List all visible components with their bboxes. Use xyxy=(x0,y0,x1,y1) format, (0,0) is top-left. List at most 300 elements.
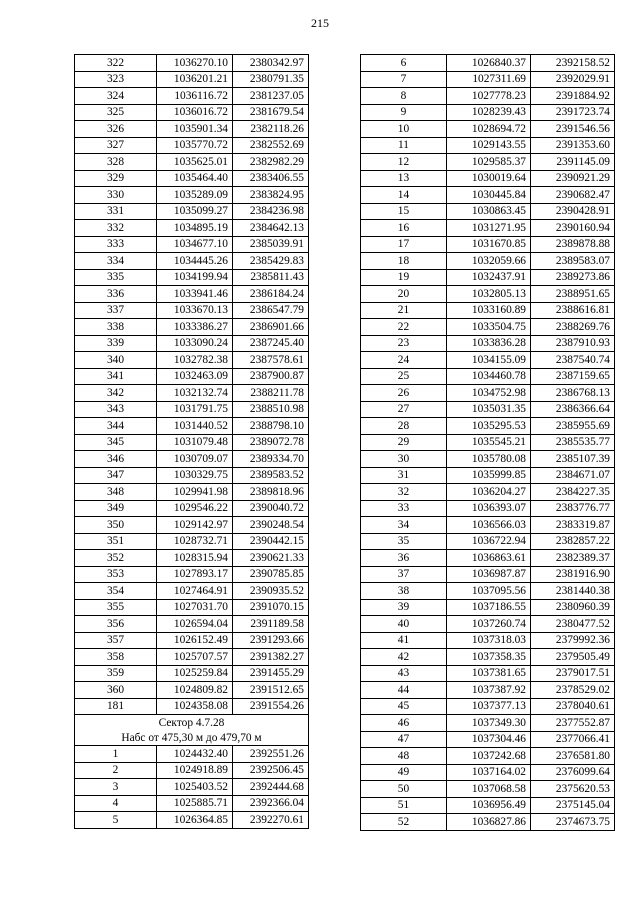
table-row xyxy=(75,812,309,829)
table-row xyxy=(361,170,615,187)
point-number: 23 xyxy=(361,335,447,352)
coordinate-y: 2391353.60 xyxy=(531,137,615,154)
coordinate-y: 2380342.97 xyxy=(233,55,309,72)
point-number: 347 xyxy=(75,467,157,484)
coordinate-x: 1028694.72 xyxy=(447,121,531,138)
coordinate-x: 1034199.94 xyxy=(157,269,233,286)
table-row xyxy=(75,335,309,352)
table-row xyxy=(361,583,615,600)
point-number: 32 xyxy=(361,484,447,501)
coordinate-x: 1036201.21 xyxy=(157,71,233,88)
table-row xyxy=(75,71,309,88)
table-row xyxy=(361,632,615,649)
coordinate-x: 1024358.08 xyxy=(157,698,233,715)
table-row xyxy=(361,451,615,468)
point-number: 358 xyxy=(75,649,157,666)
point-number: 360 xyxy=(75,682,157,699)
coordinate-x: 1031079.48 xyxy=(157,434,233,451)
table-row xyxy=(75,599,309,616)
table-row xyxy=(361,203,615,220)
coordinate-x: 1035031.35 xyxy=(447,401,531,418)
coordinate-x: 1035295.53 xyxy=(447,418,531,435)
table-row xyxy=(361,731,615,748)
table-row xyxy=(75,203,309,220)
coordinate-x: 1025707.57 xyxy=(157,649,233,666)
table-row xyxy=(75,795,309,812)
point-number: 342 xyxy=(75,385,157,402)
coordinate-x: 1024809.82 xyxy=(157,682,233,699)
table-row xyxy=(75,352,309,369)
coordinate-y: 2390160.94 xyxy=(531,220,615,237)
coordinate-y: 2378529.02 xyxy=(531,682,615,699)
point-number: 35 xyxy=(361,533,447,550)
point-number: 50 xyxy=(361,781,447,798)
coordinate-x: 1033836.28 xyxy=(447,335,531,352)
point-number: 181 xyxy=(75,698,157,715)
coordinate-y: 2391554.26 xyxy=(233,698,309,715)
point-number: 349 xyxy=(75,500,157,517)
table-row xyxy=(361,599,615,616)
point-number: 357 xyxy=(75,632,157,649)
coordinate-x: 1031670.85 xyxy=(447,236,531,253)
coordinate-y: 2391382.27 xyxy=(233,649,309,666)
coordinate-x: 1035780.08 xyxy=(447,451,531,468)
coordinate-x: 1034155.09 xyxy=(447,352,531,369)
coordinate-x: 1030019.64 xyxy=(447,170,531,187)
table-row xyxy=(361,682,615,699)
table-row xyxy=(75,566,309,583)
point-number: 339 xyxy=(75,335,157,352)
coordinate-x: 1036956.49 xyxy=(447,797,531,814)
point-number: 45 xyxy=(361,698,447,715)
coordinate-x: 1024432.40 xyxy=(157,746,233,763)
point-number: 336 xyxy=(75,286,157,303)
table-row xyxy=(75,583,309,600)
coordinate-y: 2381440.38 xyxy=(531,583,615,600)
sector-subtitle: Набс от 475,30 м до 479,70 м xyxy=(75,730,309,746)
table-row xyxy=(361,71,615,88)
coordinate-x: 1032805.13 xyxy=(447,286,531,303)
point-number: 34 xyxy=(361,517,447,534)
coordinate-y: 2388510.98 xyxy=(233,401,309,418)
coordinate-y: 2380477.52 xyxy=(531,616,615,633)
coordinate-x: 1030709.07 xyxy=(157,451,233,468)
coordinate-y: 2375145.04 xyxy=(531,797,615,814)
coordinate-x: 1029941.98 xyxy=(157,484,233,501)
point-number: 323 xyxy=(75,71,157,88)
point-number: 13 xyxy=(361,170,447,187)
table-row xyxy=(75,154,309,171)
point-number: 351 xyxy=(75,533,157,550)
coordinate-x: 1028239.43 xyxy=(447,104,531,121)
point-number: 14 xyxy=(361,187,447,204)
sector-title: Сектор 4.7.28 xyxy=(75,715,309,731)
point-number: 49 xyxy=(361,764,447,781)
coordinate-y: 2383824.95 xyxy=(233,187,309,204)
coordinate-y: 2390040.72 xyxy=(233,500,309,517)
coordinate-x: 1036270.10 xyxy=(157,55,233,72)
table-row xyxy=(75,269,309,286)
coordinate-x: 1036393.07 xyxy=(447,500,531,517)
coordinate-x: 1029585.37 xyxy=(447,154,531,171)
table-row xyxy=(361,550,615,567)
coordinate-y: 2388616.81 xyxy=(531,302,615,319)
table-row xyxy=(361,797,615,814)
coordinate-y: 2383406.55 xyxy=(233,170,309,187)
coordinate-x: 1031440.52 xyxy=(157,418,233,435)
coordinate-x: 1032463.09 xyxy=(157,368,233,385)
table-row xyxy=(361,698,615,715)
coordinate-x: 1027311.69 xyxy=(447,71,531,88)
table-row xyxy=(361,401,615,418)
coordinate-x: 1026594.04 xyxy=(157,616,233,633)
coordinate-x: 1034895.19 xyxy=(157,220,233,237)
point-number: 29 xyxy=(361,434,447,451)
coordinate-x: 1036863.61 xyxy=(447,550,531,567)
table-row xyxy=(75,104,309,121)
table-row xyxy=(75,121,309,138)
point-number: 15 xyxy=(361,203,447,220)
table-row xyxy=(361,649,615,666)
point-number: 352 xyxy=(75,550,157,567)
table-row xyxy=(361,319,615,336)
coordinate-x: 1030329.75 xyxy=(157,467,233,484)
coordinate-y: 2391455.29 xyxy=(233,665,309,682)
coordinate-x: 1037349.30 xyxy=(447,715,531,732)
coordinate-y: 2392551.26 xyxy=(233,746,309,763)
point-number: 9 xyxy=(361,104,447,121)
coordinate-y: 2384671.07 xyxy=(531,467,615,484)
coordinate-x: 1037068.58 xyxy=(447,781,531,798)
point-number: 348 xyxy=(75,484,157,501)
table-row xyxy=(75,682,309,699)
point-number: 340 xyxy=(75,352,157,369)
coordinate-y: 2390428.91 xyxy=(531,203,615,220)
point-number: 36 xyxy=(361,550,447,567)
coordinate-y: 2390785.85 xyxy=(233,566,309,583)
point-number: 31 xyxy=(361,467,447,484)
coordinate-x: 1037242.68 xyxy=(447,748,531,765)
point-number: 2 xyxy=(75,762,157,779)
coordinate-y: 2379017.51 xyxy=(531,665,615,682)
sector-header xyxy=(75,715,309,746)
point-number: 25 xyxy=(361,368,447,385)
coordinate-y: 2387578.61 xyxy=(233,352,309,369)
point-number: 42 xyxy=(361,649,447,666)
point-number: 48 xyxy=(361,748,447,765)
point-number: 3 xyxy=(75,779,157,796)
point-number: 52 xyxy=(361,814,447,831)
coordinate-x: 1035099.27 xyxy=(157,203,233,220)
coordinate-y: 2378040.61 xyxy=(531,698,615,715)
coordinate-y: 2391145.09 xyxy=(531,154,615,171)
coordinate-y: 2389334.70 xyxy=(233,451,309,468)
coordinate-y: 2388269.76 xyxy=(531,319,615,336)
coordinate-x: 1035770.72 xyxy=(157,137,233,154)
coordinate-x: 1029546.22 xyxy=(157,500,233,517)
coordinate-y: 2382982.29 xyxy=(233,154,309,171)
point-number: 4 xyxy=(75,795,157,812)
coordinate-x: 1036116.72 xyxy=(157,88,233,105)
coordinate-y: 2383319.87 xyxy=(531,517,615,534)
point-number: 40 xyxy=(361,616,447,633)
point-number: 37 xyxy=(361,566,447,583)
table-row xyxy=(75,434,309,451)
coordinate-y: 2392270.61 xyxy=(233,812,309,829)
point-number: 341 xyxy=(75,368,157,385)
coordinate-x: 1032059.66 xyxy=(447,253,531,270)
page-number: 215 xyxy=(311,16,329,30)
table-row xyxy=(75,550,309,567)
coordinate-x: 1027031.70 xyxy=(157,599,233,616)
coordinate-y: 2387245.40 xyxy=(233,335,309,352)
point-number: 8 xyxy=(361,88,447,105)
coordinate-y: 2391884.92 xyxy=(531,88,615,105)
coordinate-y: 2390621.33 xyxy=(233,550,309,567)
table-row xyxy=(361,187,615,204)
table-row xyxy=(75,500,309,517)
table-row xyxy=(75,137,309,154)
point-number: 30 xyxy=(361,451,447,468)
table-row xyxy=(361,302,615,319)
coordinate-x: 1037381.65 xyxy=(447,665,531,682)
point-number: 350 xyxy=(75,517,157,534)
coordinate-x: 1036987.87 xyxy=(447,566,531,583)
table-row xyxy=(361,368,615,385)
coordinate-x: 1036566.03 xyxy=(447,517,531,534)
coordinate-x: 1036827.86 xyxy=(447,814,531,831)
coordinate-x: 1026840.37 xyxy=(447,55,531,72)
coordinate-y: 2389583.07 xyxy=(531,253,615,270)
coordinate-x: 1033090.24 xyxy=(157,335,233,352)
table-row xyxy=(361,352,615,369)
table-row xyxy=(361,88,615,105)
point-number: 16 xyxy=(361,220,447,237)
coordinate-x: 1032132.74 xyxy=(157,385,233,402)
table-row xyxy=(361,748,615,765)
point-number: 325 xyxy=(75,104,157,121)
point-number: 331 xyxy=(75,203,157,220)
coordinate-x: 1030445.84 xyxy=(447,187,531,204)
point-number: 334 xyxy=(75,253,157,270)
table-row xyxy=(75,302,309,319)
table-row xyxy=(75,517,309,534)
table-row xyxy=(361,269,615,286)
coordinate-y: 2392029.91 xyxy=(531,71,615,88)
table-row xyxy=(75,236,309,253)
point-number: 345 xyxy=(75,434,157,451)
point-number: 338 xyxy=(75,319,157,336)
coordinate-y: 2389878.88 xyxy=(531,236,615,253)
table-row xyxy=(75,484,309,501)
point-number: 44 xyxy=(361,682,447,699)
coordinate-x: 1033160.89 xyxy=(447,302,531,319)
point-number: 322 xyxy=(75,55,157,72)
coordinates-table-right-body xyxy=(361,55,615,831)
table-row xyxy=(75,253,309,270)
coordinate-x: 1026152.49 xyxy=(157,632,233,649)
coordinate-y: 2391512.65 xyxy=(233,682,309,699)
coordinate-y: 2385039.91 xyxy=(233,236,309,253)
coordinate-y: 2382389.37 xyxy=(531,550,615,567)
coordinate-x: 1031791.75 xyxy=(157,401,233,418)
coordinate-y: 2386184.24 xyxy=(233,286,309,303)
coordinate-y: 2382857.22 xyxy=(531,533,615,550)
coordinate-y: 2385811.43 xyxy=(233,269,309,286)
coordinate-x: 1034752.98 xyxy=(447,385,531,402)
point-number: 33 xyxy=(361,500,447,517)
point-number: 335 xyxy=(75,269,157,286)
table-row xyxy=(361,814,615,831)
coordinate-y: 2377066.41 xyxy=(531,731,615,748)
coordinate-y: 2388798.10 xyxy=(233,418,309,435)
table-row xyxy=(75,418,309,435)
coordinate-y: 2387159.65 xyxy=(531,368,615,385)
point-number: 51 xyxy=(361,797,447,814)
coordinate-y: 2382552.69 xyxy=(233,137,309,154)
point-number: 329 xyxy=(75,170,157,187)
coordinate-y: 2381237.05 xyxy=(233,88,309,105)
coordinates-table-left xyxy=(74,54,309,829)
point-number: 343 xyxy=(75,401,157,418)
table-row xyxy=(75,665,309,682)
coordinate-x: 1032437.91 xyxy=(447,269,531,286)
point-number: 19 xyxy=(361,269,447,286)
coordinate-x: 1033670.13 xyxy=(157,302,233,319)
point-number: 344 xyxy=(75,418,157,435)
table-row xyxy=(361,764,615,781)
point-number: 39 xyxy=(361,599,447,616)
point-number: 356 xyxy=(75,616,157,633)
point-number: 327 xyxy=(75,137,157,154)
table-row xyxy=(75,55,309,72)
point-number: 11 xyxy=(361,137,447,154)
point-number: 41 xyxy=(361,632,447,649)
coordinate-x: 1037358.35 xyxy=(447,649,531,666)
point-number: 20 xyxy=(361,286,447,303)
table-row xyxy=(361,467,615,484)
coordinate-y: 2392366.04 xyxy=(233,795,309,812)
coordinate-y: 2386901.66 xyxy=(233,319,309,336)
coordinate-x: 1033386.27 xyxy=(157,319,233,336)
coordinates-table-left-body xyxy=(75,55,309,715)
table-row xyxy=(75,649,309,666)
coordinate-x: 1035625.01 xyxy=(157,154,233,171)
point-number: 1 xyxy=(75,746,157,763)
table-row xyxy=(361,418,615,435)
coordinate-y: 2389583.52 xyxy=(233,467,309,484)
table-row xyxy=(361,566,615,583)
coordinate-y: 2381916.90 xyxy=(531,566,615,583)
table-row xyxy=(361,286,615,303)
point-number: 21 xyxy=(361,302,447,319)
table-row xyxy=(75,286,309,303)
table-row xyxy=(75,779,309,796)
coordinate-x: 1029143.55 xyxy=(447,137,531,154)
coordinate-y: 2391293.66 xyxy=(233,632,309,649)
coordinate-x: 1037318.03 xyxy=(447,632,531,649)
coordinate-x: 1037377.13 xyxy=(447,698,531,715)
point-number: 337 xyxy=(75,302,157,319)
coordinate-y: 2375620.53 xyxy=(531,781,615,798)
table-row xyxy=(361,253,615,270)
coordinate-x: 1037260.74 xyxy=(447,616,531,633)
coordinate-x: 1035901.34 xyxy=(157,121,233,138)
coordinate-x: 1037095.56 xyxy=(447,583,531,600)
coordinate-x: 1036204.27 xyxy=(447,484,531,501)
point-number: 26 xyxy=(361,385,447,402)
table-row xyxy=(75,368,309,385)
coordinate-x: 1034445.26 xyxy=(157,253,233,270)
coordinate-x: 1024918.89 xyxy=(157,762,233,779)
table-row xyxy=(75,632,309,649)
table-row xyxy=(361,55,615,72)
table-row xyxy=(75,88,309,105)
coordinate-y: 2389273.86 xyxy=(531,269,615,286)
coordinates-table-right xyxy=(360,54,615,831)
point-number: 38 xyxy=(361,583,447,600)
coordinate-x: 1036016.72 xyxy=(157,104,233,121)
sector-title-row xyxy=(75,715,309,731)
coordinate-y: 2384236.98 xyxy=(233,203,309,220)
coordinate-y: 2391189.58 xyxy=(233,616,309,633)
coordinate-y: 2391546.56 xyxy=(531,121,615,138)
point-number: 354 xyxy=(75,583,157,600)
point-number: 7 xyxy=(361,71,447,88)
table-row xyxy=(75,170,309,187)
table-row xyxy=(361,104,615,121)
coordinate-y: 2379505.49 xyxy=(531,649,615,666)
coordinate-y: 2386547.79 xyxy=(233,302,309,319)
point-number: 332 xyxy=(75,220,157,237)
coordinate-y: 2386768.13 xyxy=(531,385,615,402)
coordinate-x: 1033504.75 xyxy=(447,319,531,336)
point-number: 330 xyxy=(75,187,157,204)
coordinate-x: 1036722.94 xyxy=(447,533,531,550)
coordinate-y: 2387540.74 xyxy=(531,352,615,369)
point-number: 17 xyxy=(361,236,447,253)
point-number: 24 xyxy=(361,352,447,369)
coordinate-x: 1034677.10 xyxy=(157,236,233,253)
table-row xyxy=(361,517,615,534)
coordinate-y: 2390248.54 xyxy=(233,517,309,534)
point-number: 346 xyxy=(75,451,157,468)
coordinate-x: 1025885.71 xyxy=(157,795,233,812)
coordinate-y: 2388951.65 xyxy=(531,286,615,303)
coordinate-x: 1027893.17 xyxy=(157,566,233,583)
coordinate-y: 2389072.78 xyxy=(233,434,309,451)
point-number: 43 xyxy=(361,665,447,682)
coordinate-x: 1037387.92 xyxy=(447,682,531,699)
table-row xyxy=(361,236,615,253)
coordinate-y: 2376581.80 xyxy=(531,748,615,765)
coordinate-y: 2382118.26 xyxy=(233,121,309,138)
table-row xyxy=(75,401,309,418)
coordinate-x: 1035999.85 xyxy=(447,467,531,484)
coordinate-y: 2392506.45 xyxy=(233,762,309,779)
coordinate-y: 2379992.36 xyxy=(531,632,615,649)
coordinate-y: 2391723.74 xyxy=(531,104,615,121)
point-number: 355 xyxy=(75,599,157,616)
point-number: 333 xyxy=(75,236,157,253)
coordinate-y: 2390921.29 xyxy=(531,170,615,187)
table-row xyxy=(361,484,615,501)
table-row xyxy=(75,187,309,204)
coordinate-x: 1035289.09 xyxy=(157,187,233,204)
coordinate-x: 1037304.46 xyxy=(447,731,531,748)
coordinate-x: 1032782.38 xyxy=(157,352,233,369)
table-row xyxy=(75,698,309,715)
